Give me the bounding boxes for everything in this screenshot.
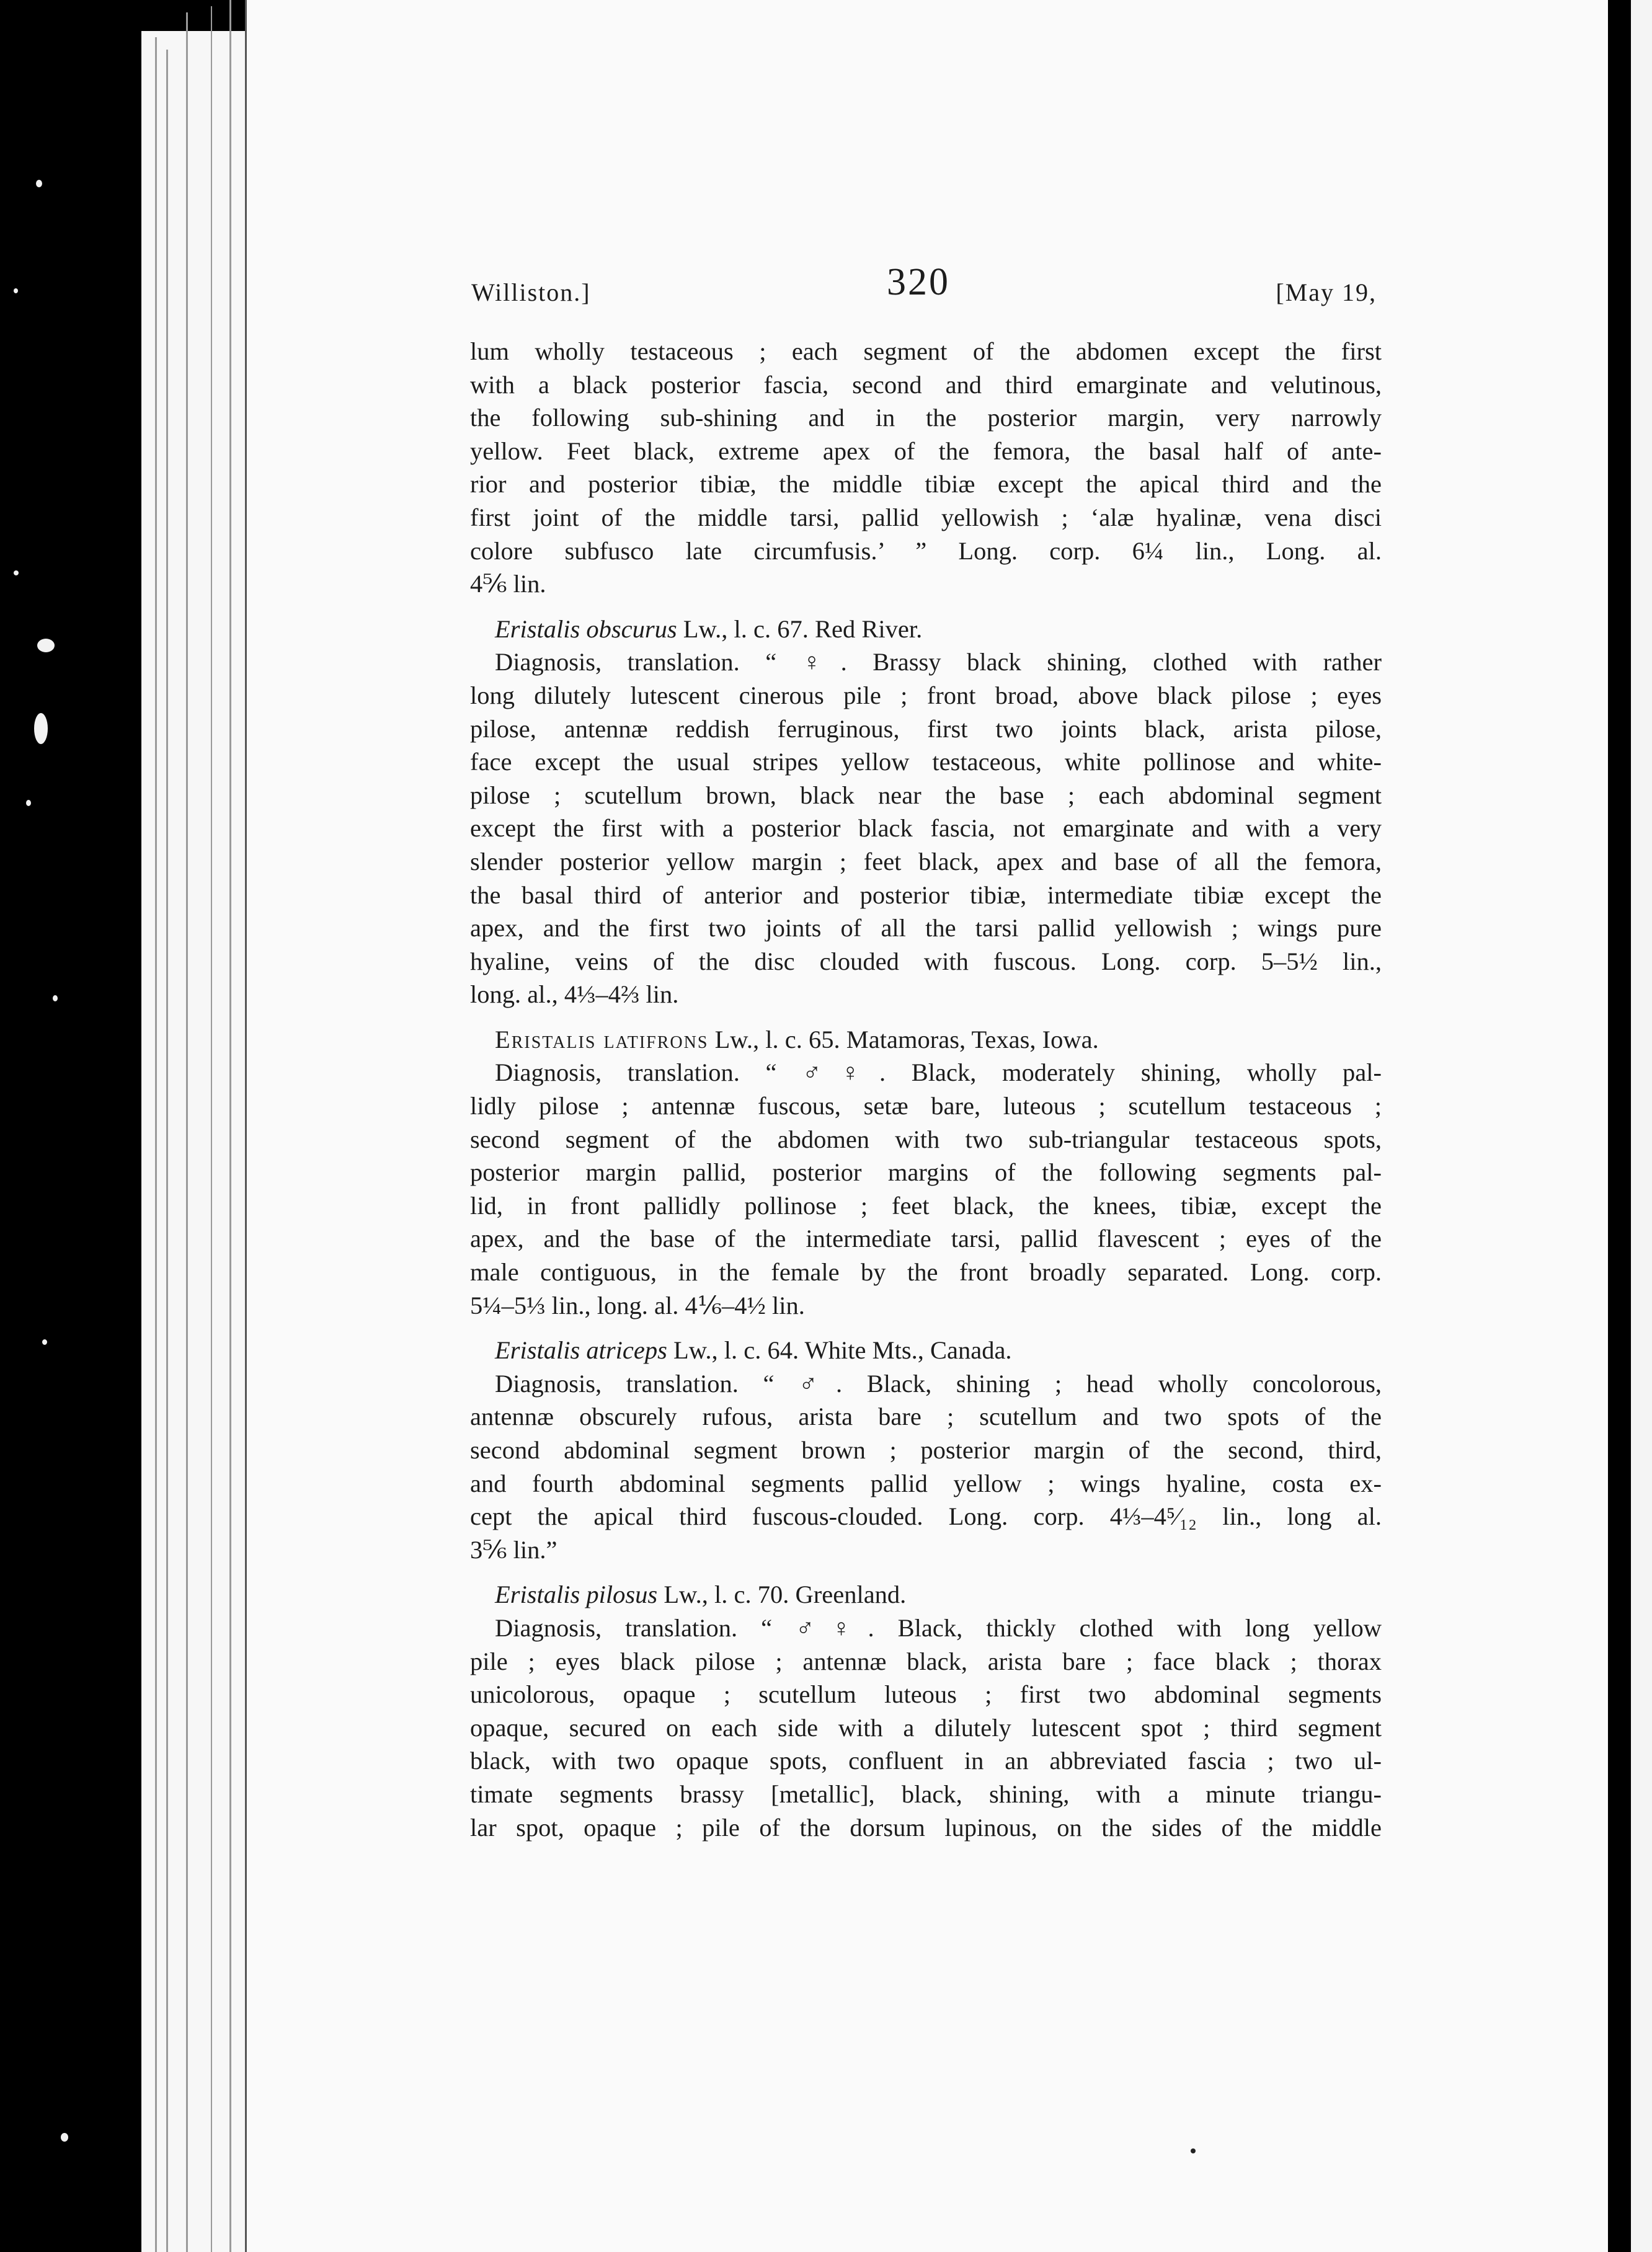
text-line: apex, and the first two joints of all the tarsi pallid yellowish ; wings pure — [470, 914, 1382, 942]
text-line: posterior margin pallid, posterior margins of the following segments pal- — [470, 1158, 1382, 1187]
margin-speck — [53, 995, 58, 1001]
text-line: colore subfusco late circumfusis.’ ” Long. corp. 6¼ lin., Long. al. — [470, 536, 1382, 565]
text-line: the following sub-shining and in the posterior margin, very narrowly — [470, 404, 1382, 432]
page-number: 320 — [887, 261, 950, 303]
species-name: Eristalis atriceps — [495, 1336, 667, 1365]
text-line: pile ; eyes black pilose ; antennæ black, arista bare ; face black ; thorax — [470, 1647, 1382, 1675]
text-line: Diagnosis, translation. “ ♂. Black, shining ; head wholly concolorous, — [495, 1369, 1382, 1398]
text-line: rior and posterior tibiæ, the middle tibiæ except the apical third and the — [470, 470, 1382, 499]
text-line: Diagnosis, translation. “ ♀. Brassy black shining, clothed with rather — [495, 648, 1382, 676]
species-reference: Lw., l. c. 64. White Mts., Canada. — [667, 1336, 1012, 1365]
species-name: Eristalis pilosus — [495, 1580, 658, 1609]
text-line: lidly pilose ; antennæ fuscous, setæ bare, luteous ; scutellum testaceous ; — [470, 1092, 1382, 1120]
text-line: long dilutely lutescent cinerous pile ; front broad, above black pilose ; eyes — [470, 681, 1382, 709]
margin-speck — [61, 2133, 68, 2142]
text-line: first joint of the middle tarsi, pallid yellowish ; ‘alæ hyalinæ, vena disci — [470, 503, 1382, 531]
text-line: lum wholly testaceous ; each segment of the abdomen except the first — [470, 337, 1382, 365]
text-line: pilose, antennæ reddish ferruginous, first two joints black, arista pilose, — [470, 714, 1382, 743]
text-line: slender posterior yellow margin ; feet black, apex and base of all the femora, — [470, 847, 1382, 876]
text-line: black, with two opaque spots, confluent in an abbreviated fascia ; two ul- — [470, 1747, 1382, 1775]
text-line: male contiguous, in the female by the front broadly separated. Long. corp. — [470, 1258, 1382, 1287]
species-name: Eristalis obscurus — [495, 614, 677, 643]
next-page-edge — [1631, 0, 1652, 2252]
text-line: second abdominal segment brown ; posterior margin of the second, third, — [470, 1436, 1382, 1464]
ink-dot — [1191, 2148, 1196, 2153]
text-line: second segment of the abdomen with two sub-triangular testaceous spots, — [470, 1125, 1382, 1153]
page-edge-line — [166, 50, 168, 2252]
text-line: timate segments brassy [metallic], black, shining, with a minute triangu- — [470, 1780, 1382, 1808]
text-line: Diagnosis, translation. “ ♂♀. Black, moderately shining, wholly pal- — [495, 1058, 1382, 1087]
text-line: the basal third of anterior and posterior tibiæ, intermediate tibiæ except the — [470, 880, 1382, 909]
margin-speck — [14, 288, 18, 293]
margin-speck — [34, 713, 48, 744]
species-name: Eristalis latifrons — [495, 1025, 709, 1053]
page-edge-line — [155, 37, 157, 2252]
text-line: pilose ; scutellum brown, black near the base ; each abdominal segment — [470, 781, 1382, 809]
text-line: yellow. Feet black, extreme apex of the femora, the basal half of ante- — [470, 437, 1382, 465]
text-line: face except the usual stripes yellow testaceous, white pollinose and white- — [470, 748, 1382, 776]
margin-speck — [14, 570, 19, 575]
text-line: long. al., 4⅓–4⅔ lin. — [470, 980, 679, 1009]
text-line: 3⅚ lin.” — [470, 1535, 557, 1564]
running-header — [471, 260, 1377, 310]
species-heading — [470, 1334, 1382, 1367]
text-line: except the first with a posterior black fascia, not emarginate and with a very — [470, 814, 1382, 843]
text-line: lar spot, opaque ; pile of the dorsum lupinous, on the sides of the middle — [470, 1813, 1382, 1842]
margin-speck — [37, 639, 55, 652]
text-line: 4⅚ lin. — [470, 570, 546, 598]
header-date: [May 19, — [1276, 278, 1377, 306]
margin-speck — [26, 800, 31, 806]
text-line: and fourth abdominal segments pallid yellow ; wings hyaline, costa ex- — [470, 1469, 1382, 1497]
text-line: with a black posterior fascia, second and third emarginate and velutinous, — [470, 370, 1382, 399]
text-line: apex, and the base of the intermediate tarsi, pallid flavescent ; eyes of the — [470, 1225, 1382, 1253]
species-reference: Lw., l. c. 70. Greenland. — [657, 1580, 907, 1609]
text-line: antennæ obscurely rufous, arista bare ; scutellum and two spots of the — [470, 1403, 1382, 1431]
body-text — [470, 335, 1382, 1844]
text-line: cept the apical third fuscous-clouded. Long. corp. 4⅓–4⁵⁄₁₂ lin., long al. — [470, 1502, 1382, 1531]
text-line: hyaline, veins of the disc clouded with fuscous. Long. corp. 5–5½ lin., — [470, 947, 1382, 975]
header-author: Williston.] — [471, 278, 591, 306]
species-heading — [470, 1578, 1382, 1611]
species-heading — [470, 1023, 1382, 1057]
text-line: lid, in front pallidly pollinose ; feet black, the knees, tibiæ, except the — [470, 1191, 1382, 1220]
text-line: unicolorous, opaque ; scutellum luteous ; first two abdominal segments — [470, 1680, 1382, 1709]
page-edge-line — [211, 6, 212, 2252]
page-edge-line — [229, 0, 231, 2252]
page-edge-line — [186, 12, 188, 2252]
text-line: Diagnosis, translation. “ ♂♀. Black, thickly clothed with long yellow — [495, 1613, 1382, 1642]
species-reference: Lw., l. c. 67. Red River. — [677, 614, 923, 643]
text-line: 5¼–5⅓ lin., long. al. 4⅙–4½ lin. — [470, 1291, 805, 1319]
margin-speck — [36, 180, 42, 187]
text-line: opaque, secured on each side with a dilutely lutescent spot ; third segment — [470, 1713, 1382, 1742]
margin-speck — [42, 1339, 47, 1345]
species-heading — [470, 613, 1382, 646]
species-reference: Lw., l. c. 65. Matamoras, Texas, Iowa. — [708, 1025, 1099, 1053]
